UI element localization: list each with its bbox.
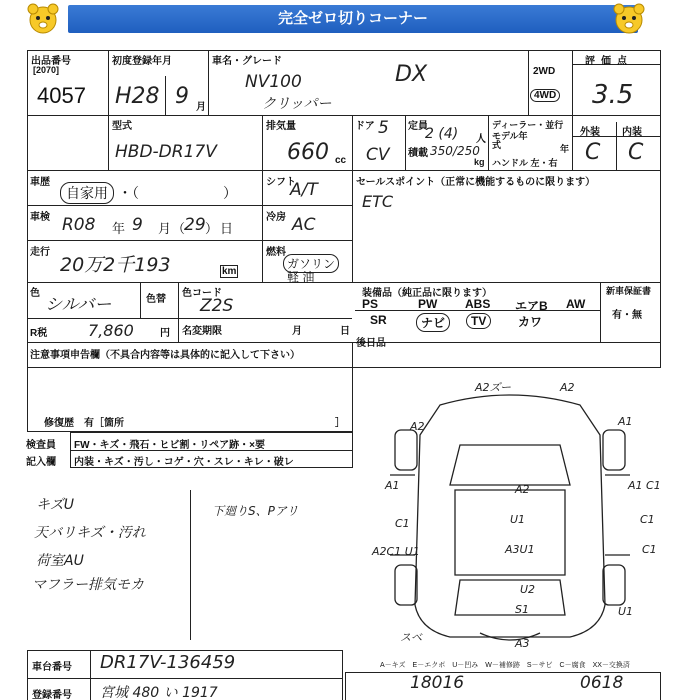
load-label: 積載	[408, 148, 428, 159]
registration-number: 宮城 480 い 1917	[100, 685, 218, 700]
car-name2: クリッパー	[262, 96, 332, 112]
shift-label: シフト	[266, 177, 296, 188]
load: 350/250	[430, 144, 480, 158]
equip-aw: AW	[566, 297, 586, 311]
diag-label-3: A1	[618, 415, 633, 428]
diag-label-12: A3U1	[505, 543, 535, 556]
ac: AC	[292, 215, 316, 235]
reg-month-unit: 月	[196, 102, 206, 113]
equip-airbag: エアB	[515, 299, 548, 313]
warranty-value: 有・無	[612, 310, 642, 321]
checker-row-1: FW・キズ・飛石・ヒビ割・リペア跡・×要	[74, 440, 265, 451]
equip-leather: カワ	[518, 315, 543, 329]
reg-month: 9	[175, 84, 189, 109]
handnote-3: 荷室AU	[36, 553, 84, 569]
history-value: 自家用	[60, 182, 114, 204]
model-label: 型式	[112, 121, 132, 132]
fuel-gasoline: ガソリン	[283, 254, 339, 273]
lot-number: 4057	[37, 83, 86, 108]
footer-value-1: 18016	[410, 673, 465, 693]
inspect-era: R08	[62, 215, 96, 235]
model-year-label: モデル年式	[492, 131, 528, 150]
history-label: 車歴	[30, 177, 50, 188]
doors-label: ドア	[355, 121, 375, 132]
score: 3.5	[592, 80, 634, 110]
color: シルバー	[45, 295, 112, 315]
repair-history: 修復歴 有［箇所	[44, 418, 124, 429]
color-change-label: 色替	[146, 294, 166, 305]
car-damage-diagram	[360, 375, 670, 655]
color-code: Z2S	[200, 296, 234, 316]
equip-tv: TV	[466, 313, 491, 329]
checker-row-2: 内装・キズ・汚し・コゲ・穴・スレ・キレ・破レ	[74, 457, 294, 468]
diag-label-13: U2	[520, 583, 536, 596]
diag-label-17: スベ	[400, 631, 422, 644]
damage-legend: A－キズ E－エクボ U－凹み W－補修跡 S－サビ C－腐食 XX－交換済	[380, 662, 630, 669]
name-change-month: 月	[292, 326, 302, 337]
color-code-label: 色コード	[182, 288, 222, 299]
equip-ps: PS	[362, 297, 379, 311]
mascot-left-icon	[26, 3, 60, 35]
handnote-4: マフラー排気モカ	[32, 577, 144, 593]
score-label: 評価点	[585, 56, 633, 67]
handnote-2: 天バリキズ・汚れ	[34, 525, 146, 541]
diag-label-8: A2C1 U1	[372, 545, 420, 558]
cc: 660	[287, 140, 329, 165]
mileage-label: 走行	[30, 247, 50, 258]
mileage: 20万2千193	[60, 254, 171, 276]
diag-label-14: S1	[515, 603, 529, 616]
name-change-label: 名変期限	[182, 326, 222, 337]
handle-label: ハンドル 左・右	[492, 158, 558, 168]
repair-bracket: ］	[335, 418, 345, 429]
fuel-diesel: 軽 油	[287, 270, 315, 284]
equip-pw: PW	[418, 297, 438, 311]
cap: 2 (4)	[425, 126, 459, 142]
after-items-label: 後日品	[356, 338, 386, 349]
fuel-label: 燃料	[266, 247, 286, 258]
cc-unit: cc	[335, 155, 347, 166]
mileage-unit: km	[222, 266, 237, 277]
ac-label: 冷房	[266, 212, 286, 223]
cap-unit: 人	[476, 134, 486, 145]
inspect-month-unit: 月	[158, 221, 172, 236]
diag-label-10: A2	[515, 483, 530, 496]
equipment-label: 装備品（純正品に限ります）	[362, 288, 492, 299]
lot-label: 出品番号	[31, 56, 71, 67]
cc-label: 排気量	[266, 121, 296, 132]
grade: DX	[395, 62, 428, 87]
sales-label: セールスポイント（正常に機能するものに限ります）	[356, 177, 596, 188]
doors: 5	[378, 118, 389, 138]
color-label: 色	[30, 288, 40, 299]
dealer-label: ディーラー・並行	[492, 120, 564, 130]
name-change-day: 日	[340, 326, 350, 337]
equip-navi: ナビ	[416, 313, 450, 332]
notes-label: 注意事項申告欄（不具合内容等は具体的に記入して下さい）	[30, 350, 300, 361]
checker-label-1: 検査員	[26, 440, 56, 451]
handnote-1: キズU	[36, 497, 74, 513]
door-type: CV	[366, 145, 390, 165]
diag-label-0: A2ズー	[475, 381, 511, 394]
diag-label-6: C1	[395, 517, 410, 530]
model-year-unit: 年	[560, 144, 570, 154]
registration-label: 登録番号	[32, 690, 72, 700]
diag-label-1: A2	[560, 381, 575, 394]
inspect-label: 車検	[30, 212, 50, 223]
int-grade: C	[628, 140, 644, 165]
diag-label-4: A1	[385, 479, 400, 492]
banner-title: 完全ゼロ切りコーナー	[68, 5, 638, 33]
int-label: 内装	[622, 127, 642, 138]
inspect-year-unit: 年	[112, 221, 126, 236]
diag-label-15: U1	[618, 605, 634, 618]
checker-label-2: 記入欄	[26, 457, 56, 468]
mascot-right-icon	[612, 3, 646, 35]
inspect-day-unit: 日	[220, 221, 234, 236]
history-paren: ・（ ）	[118, 185, 237, 201]
equip-abs: ABS	[465, 297, 491, 311]
diag-label-5: A1 C1	[628, 479, 661, 492]
inspect-month: 9	[132, 215, 143, 235]
shift: A/T	[290, 180, 318, 200]
car-name: NV100	[245, 72, 302, 92]
reg-label: 初度登録年月	[112, 56, 172, 67]
footer-value-2: 0618	[580, 673, 624, 693]
banner	[0, 0, 700, 38]
lot-sub: [2070]	[33, 65, 60, 75]
ext-label: 外装	[580, 127, 600, 138]
inspect-day: 29	[184, 215, 206, 235]
tax-value: 7,860	[88, 321, 134, 340]
diag-label-7: C1	[640, 513, 655, 526]
drive-4wd: 4WD	[530, 89, 560, 102]
load-unit: kg	[474, 157, 485, 167]
diag-label-16: A3	[515, 637, 530, 650]
tax-unit: 円	[160, 328, 170, 339]
name-label: 車名・グレード	[212, 56, 282, 67]
diag-label-2: A2	[410, 420, 425, 433]
cap-label: 定員	[408, 121, 428, 132]
diag-label-9: C1	[642, 543, 657, 556]
chassis-label: 車台番号	[32, 662, 72, 673]
model: HBD-DR17V	[115, 142, 217, 162]
tax-label: R税	[30, 328, 48, 339]
drive-2wd: 2WD	[533, 66, 556, 77]
sales-point: ETC	[362, 192, 394, 211]
warranty-label: 新車保証書	[606, 286, 652, 296]
equip-sr: SR	[370, 313, 387, 327]
diag-label-11: U1	[510, 513, 526, 526]
ext-grade: C	[585, 140, 601, 165]
handnote-right: 下廻りS、Pアリ	[212, 504, 299, 518]
chassis-number: DR17V-136459	[100, 652, 236, 673]
reg-era: H28	[115, 84, 160, 109]
